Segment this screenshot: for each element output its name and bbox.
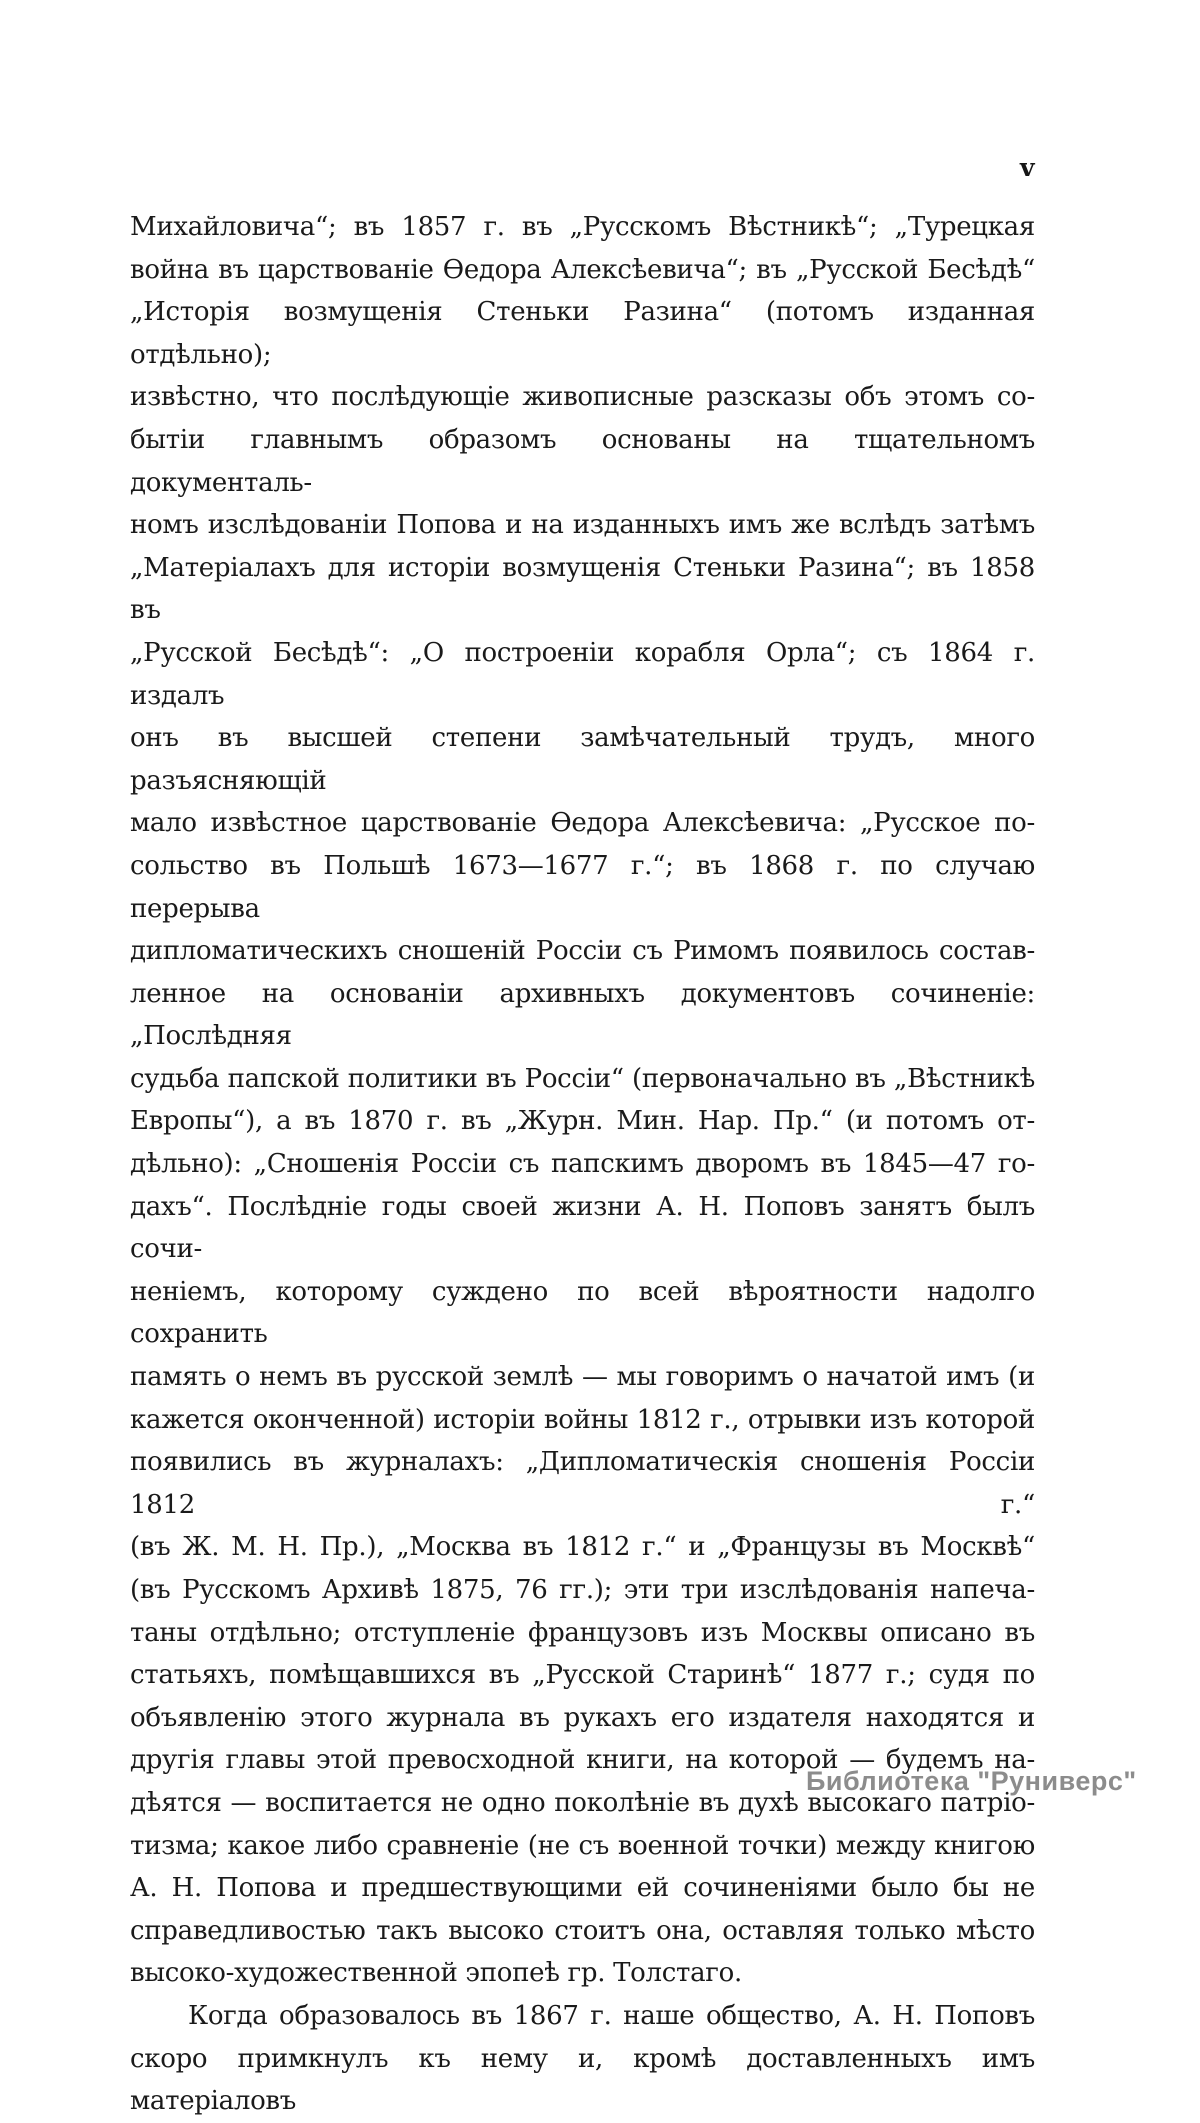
text-line: тизма; какое либо сравненіе (не съ военной точки) между книгою	[130, 1830, 1035, 1861]
text-line: Европы“), а въ 1870 г. въ „Журн. Мин. Нар. Пр.“ (и потомъ от-	[130, 1106, 1035, 1137]
text-line: „Русской Бесѣдѣ“: „О построеніи корабля Орла“; съ 1864 г. издалъ	[130, 637, 1035, 711]
text-line: другія главы этой превосходной книги, на которой — будемъ на-	[130, 1745, 1035, 1776]
text-line: дипломатическихъ сношеній Россіи съ Римомъ появилось состав-	[130, 936, 1035, 967]
text-line: Михайловича“; въ 1857 г. въ „Русскомъ Вѣстникѣ“; „Турецкая	[130, 212, 1035, 242]
text-line: мало извѣстное царствованіе Ѳедора Алексѣевича: „Русское по-	[130, 808, 1035, 839]
text-line: дахъ“. Послѣдніе годы своей жизни А. Н. Поповъ занятъ былъ сочи-	[130, 1191, 1035, 1265]
text-line: онъ въ высшей степени замѣчательный трудъ, много разъясняющій	[130, 723, 1035, 796]
text-line: справедливостью такъ высоко стоитъ она, оставляя только мѣсто	[130, 1915, 1035, 1946]
text-line: скоро примкнулъ къ нему и, кромѣ доставленныхъ имъ матеріаловъ	[130, 2043, 1035, 2117]
text-line: (въ Русскомъ Архивѣ 1875, 76 гг.); эти три изслѣдованія напеча-	[130, 1575, 1035, 1605]
text-line: ленное на основаніи архивныхъ документовъ сочиненіе: „Послѣдняя	[130, 978, 1035, 1052]
text-line: память о немъ въ русской землѣ — мы говоримъ о начатой имъ (и	[130, 1362, 1035, 1393]
text-line: дѣятся — воспитается не одно поколѣніе въ духѣ высокаго патріо-	[130, 1787, 1035, 1818]
text-line: объявленію этого журнала въ рукахъ его издателя находятся и	[130, 1702, 1035, 1733]
text-line: „Матеріалахъ для исторіи возмущенія Стеньки Разина“; въ 1858 въ	[130, 552, 1035, 626]
watermark: Библиотека "Руниверс"	[806, 1766, 1137, 1796]
text-line: судьба папской политики въ Россіи“ (первоначально въ „Вѣстникѣ	[130, 1063, 1035, 1094]
text-line: война въ царствованіе Ѳедора Алексѣевича“; въ „Русской Бесѣдѣ“	[130, 254, 1035, 285]
text-line: бытіи главнымъ образомъ основаны на тщательномъ документаль-	[130, 424, 1035, 498]
text-line: кажется оконченной) исторіи войны 1812 г., отрывки изъ которой	[130, 1404, 1035, 1435]
page-number: v	[1020, 153, 1035, 182]
text-line: сольство въ Польшѣ 1673—1677 г.“; въ 1868 г. по случаю перерыва	[130, 850, 1035, 924]
text-line: „Исторія возмущенія Стеньки Разина“ (потомъ изданная отдѣльно);	[130, 297, 1035, 370]
text-line: статьяхъ, помѣщавшихся въ „Русской Старинѣ“ 1877 г.; судя по	[130, 1660, 1035, 1691]
text-line: дѣльно): „Сношенія Россіи съ папскимъ дворомъ въ 1845—47 го-	[130, 1149, 1035, 1180]
text-line: Когда образовалось въ 1867 г. наше общество, А. Н. Поповъ	[188, 2000, 1035, 2031]
text-line: неніемъ, которому суждено по всей вѣроятности надолго сохранить	[130, 1276, 1035, 1350]
text-line: таны отдѣльно; отступленіе французовъ изъ Москвы описано въ	[130, 1617, 1035, 1648]
text-line: А. Н. Попова и предшествующими ей сочиненіями было бы не	[130, 1873, 1035, 1904]
text-line: извѣстно, что послѣдующіе живописные разсказы объ этомъ со-	[130, 382, 1035, 413]
text-line: номъ изслѣдованіи Попова и на изданныхъ имъ же вслѣдъ затѣмъ	[130, 510, 1035, 541]
text-line: высоко-художественной эпопеѣ гр. Толстаго.	[130, 1958, 742, 1989]
text-line: (въ Ж. М. Н. Пр.), „Москва въ 1812 г.“ и „Французы въ Москвѣ“	[130, 1532, 1035, 1563]
text-line: появились въ журналахъ: „Дипломатическія сношенія Россіи 1812 г.“	[130, 1447, 1035, 1520]
page-text	[130, 206, 1035, 2123]
